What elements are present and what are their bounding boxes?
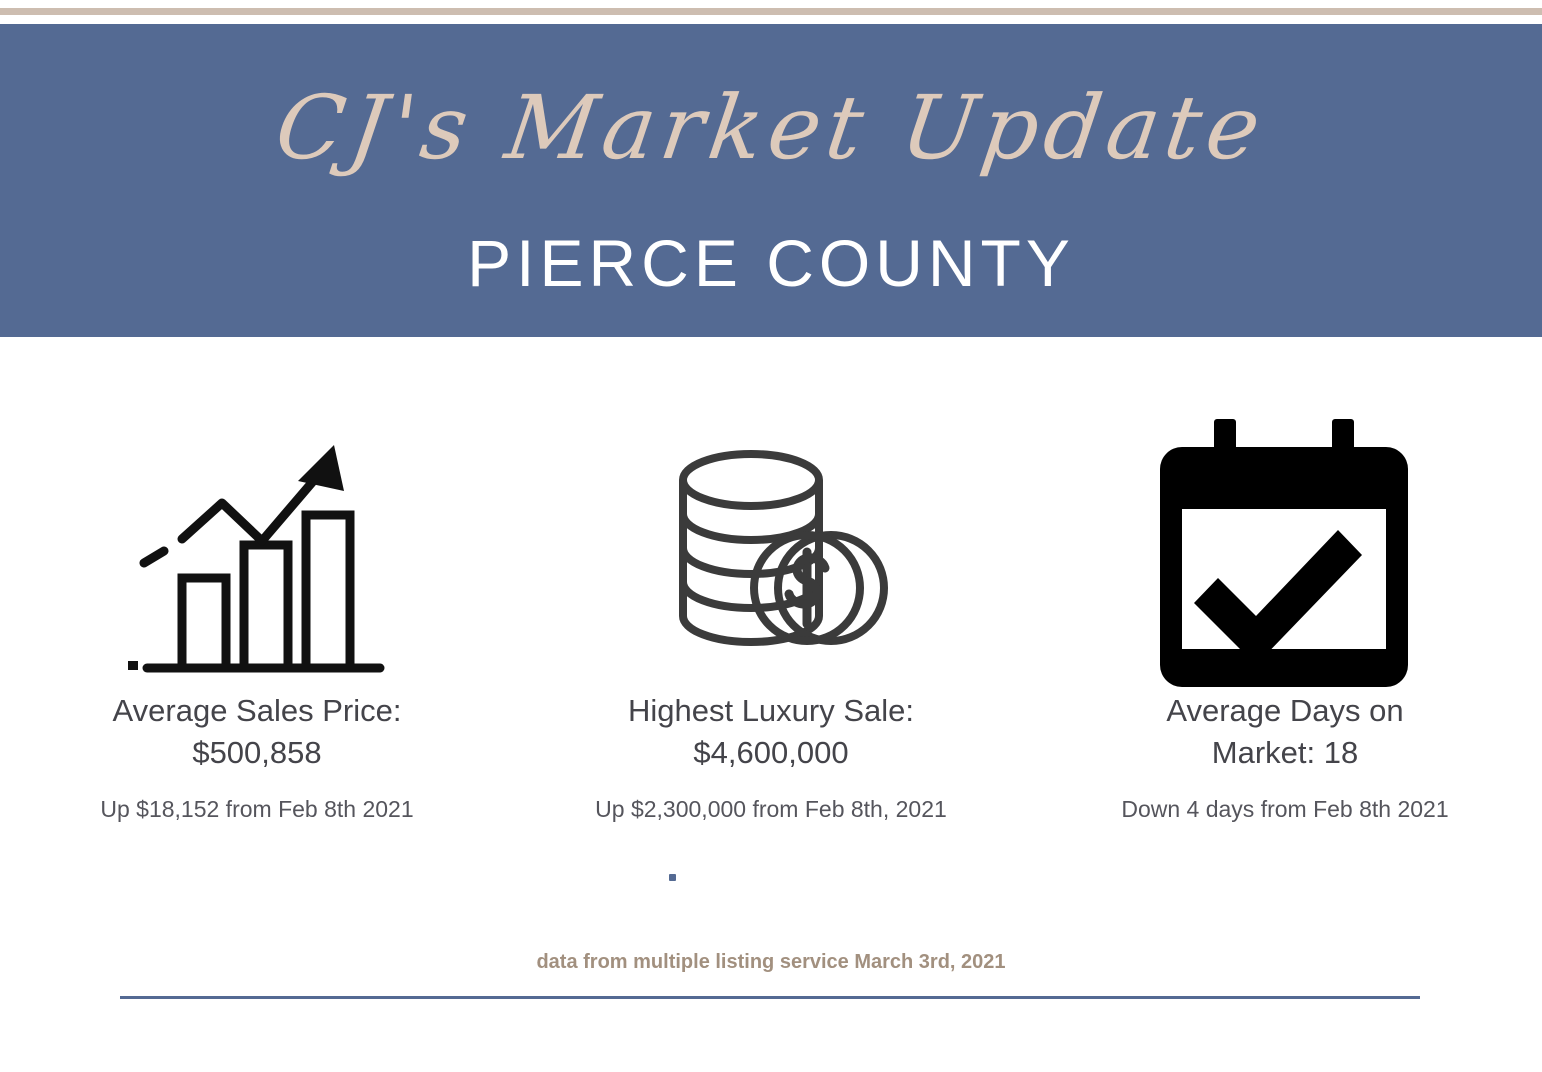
top-white-margin xyxy=(0,0,1542,8)
stat-card-average-days-on-market xyxy=(1028,415,1542,823)
calendar-check-icon xyxy=(1160,415,1410,690)
top-accent-rule xyxy=(0,8,1542,15)
decorative-dot xyxy=(669,874,676,881)
stat-label xyxy=(628,690,914,774)
stat-subtext: Up $18,152 from Feb 8th 2021 xyxy=(100,795,414,822)
header-banner xyxy=(0,24,1542,337)
stat-label-line2: Market: 18 xyxy=(1211,734,1359,770)
stat-label-line1: Average Sales Price: xyxy=(112,693,402,728)
stat-card-highest-luxury-sale xyxy=(514,415,1028,823)
footer-rule xyxy=(120,996,1420,999)
stat-label-line2: $500,858 xyxy=(192,734,322,770)
data-source-note: data from multiple listing service March 3rd, 2021 xyxy=(536,951,1006,973)
stat-label-line2: $4,600,000 xyxy=(693,734,849,770)
page-title: PIERCE COUNTY xyxy=(467,226,1075,300)
bar-chart-growth-icon xyxy=(122,415,392,690)
stat-label xyxy=(1166,690,1403,774)
stat-label-line1: Highest Luxury Sale: xyxy=(627,693,915,728)
stats-row xyxy=(0,415,1542,823)
coins-dollar-icon xyxy=(651,415,891,690)
stat-label xyxy=(113,690,402,774)
stat-subtext: Up $2,300,000 from Feb 8th, 2021 xyxy=(595,795,947,822)
script-title: CJ's Market Update xyxy=(269,76,1273,179)
top-white-gap xyxy=(0,15,1542,24)
stat-subtext: Down 4 days from Feb 8th 2021 xyxy=(1121,795,1449,822)
stat-label-line1: Average Days on xyxy=(1166,693,1404,728)
stat-card-average-sales-price xyxy=(0,415,514,823)
